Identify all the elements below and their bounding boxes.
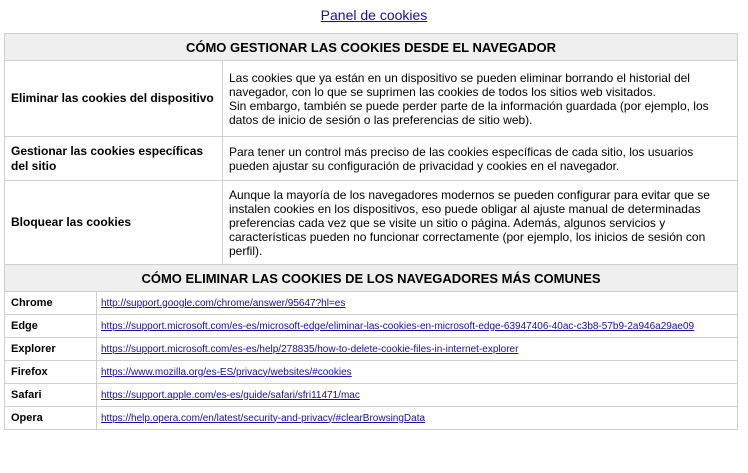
browser-link-cell <box>97 292 738 315</box>
browser-row-safari <box>5 384 738 407</box>
browser-link[interactable]: http://support.google.com/chrome/answer/95647?hl=es <box>101 297 346 309</box>
row-label: Eliminar las cookies del dispositivo <box>5 61 223 137</box>
browser-link-cell <box>97 315 738 338</box>
browser-name: Opera <box>5 407 97 430</box>
browser-link-cell <box>97 384 738 407</box>
row-desc-line: Para tener un control más preciso de las cookies específicas de cada sitio, los usuarios pueden ajustar su configuración de privacidad y cookies en el navegador. <box>229 144 694 173</box>
browser-row-opera <box>5 407 738 430</box>
browser-row-explorer <box>5 338 738 361</box>
browser-link-cell <box>97 407 738 430</box>
browser-link[interactable]: https://www.mozilla.org/es-ES/privacy/websites/#cookies <box>101 366 352 378</box>
browser-link[interactable]: https://support.apple.com/es-es/guide/safari/sfri11471/mac <box>101 389 360 401</box>
row-label: Gestionar las cookies específicas del sitio <box>5 137 223 181</box>
table-row <box>5 137 738 181</box>
browser-name: Edge <box>5 315 97 338</box>
browser-link[interactable]: https://support.microsoft.com/es-es/help/278835/how-to-delete-cookie-files-in-internet-explorer <box>101 343 519 355</box>
cookies-table <box>4 33 738 430</box>
panel-de-cookies-link[interactable]: Panel de cookies <box>320 7 428 23</box>
row-description <box>223 61 738 137</box>
row-description <box>223 181 738 265</box>
table-row <box>5 61 738 137</box>
browser-row-edge <box>5 315 738 338</box>
browser-name: Firefox <box>5 361 97 384</box>
row-desc-line: Sin embargo, también se puede perder parte de la información guardada (por ejemplo, los datos de inicio de sesión o las preferencias de sitio web). <box>229 98 709 127</box>
browser-name: Chrome <box>5 292 97 315</box>
browser-link[interactable]: https://help.opera.com/en/latest/security-and-privacy/#clearBrowsingData <box>101 412 426 424</box>
row-desc-line: Aunque la mayoría de los navegadores modernos se pueden configurar para evitar que se instalen cookies en los dispositivos, eso puede obligar al ajuste manual de determinadas preferencias cada vez que se visite un sitio o página. Además, algunos servicios y características pueden no funcionar correctamente (por ejemplo, los inicios de sesión con perfil). <box>229 187 710 258</box>
browser-link[interactable]: https://support.microsoft.com/es-es/microsoft-edge/eliminar-las-cookies-en-microsoft-edge-63947406-40ac-c3b8-57b9-2a946a29ae09 <box>101 320 695 332</box>
row-label: Bloquear las cookies <box>5 181 223 265</box>
panel-link-container <box>0 0 748 33</box>
section1-header-row <box>5 34 738 61</box>
row-desc-line: Las cookies que ya están en un dispositivo se pueden eliminar borrando el historial del navegador, con lo que se suprimen las cookies de todos los sitios web visitados. <box>229 70 690 99</box>
table-row <box>5 181 738 265</box>
browser-link-cell <box>97 338 738 361</box>
section1-title: CÓMO GESTIONAR LAS COOKIES DESDE EL NAVEGADOR <box>5 34 738 61</box>
section2-title: CÓMO ELIMINAR LAS COOKIES DE LOS NAVEGADORES MÁS COMUNES <box>5 265 738 292</box>
row-description <box>223 137 738 181</box>
browser-name: Safari <box>5 384 97 407</box>
browser-name: Explorer <box>5 338 97 361</box>
section2-header-row <box>5 265 738 292</box>
browser-link-cell <box>97 361 738 384</box>
browser-row-firefox <box>5 361 738 384</box>
browser-row-chrome <box>5 292 738 315</box>
